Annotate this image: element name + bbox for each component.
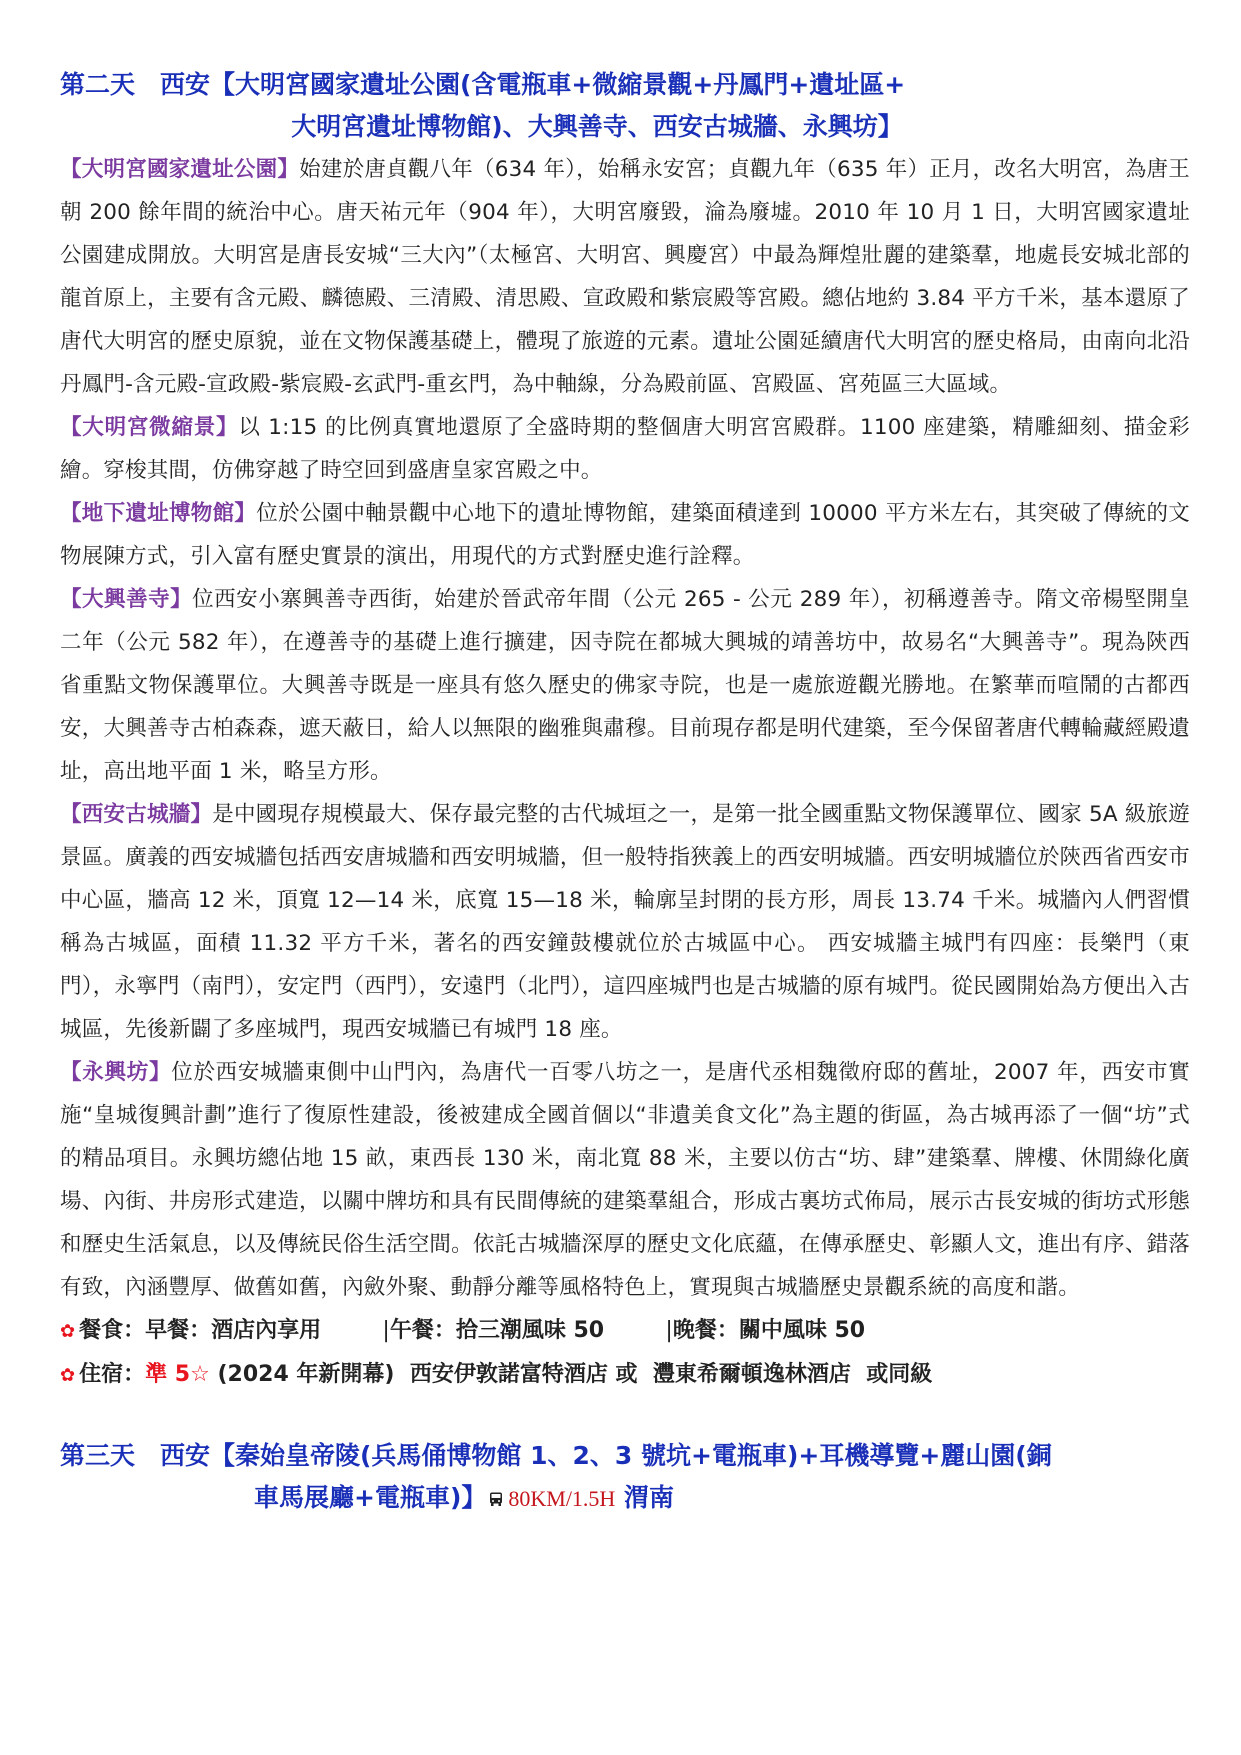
day2-title-line1: 第二天 西安【大明宮國家遺址公園(含電瓶車+微縮景觀+丹鳳門+遺址區+ bbox=[60, 70, 906, 99]
section-daming-palace bbox=[60, 148, 1190, 406]
section-museum bbox=[60, 492, 1190, 578]
meal-breakfast: 早餐：酒店內享用 bbox=[145, 1318, 322, 1343]
meal-lunch: 午餐：拾三潮風味 50 bbox=[389, 1318, 605, 1343]
section-text: 位於公園中軸景觀中心地下的遺址博物館，建築面積達到 10000 平方米左右，其突破了傳統的文物展陳方式，引入富有歷史實景的演出，用現代的方式對歷史進行詮釋。 bbox=[60, 501, 1190, 569]
section-text: 以 1:15 的比例真實地還原了全盛時期的整個唐大明宮宮殿群。1100 座建築，精雕細刻、描金彩繪。穿梭其間，仿佛穿越了時空回到盛唐皇家宮殿之中。 bbox=[60, 415, 1190, 483]
travel-distance: 80KM/1.5H bbox=[508, 1486, 616, 1511]
bus-icon bbox=[488, 1491, 504, 1507]
section-text: 位西安小寨興善寺西街，始建於晉武帝年間（公元 265 - 公元 289 年），初稱遵善寺。隋文帝楊堅開皇二年（公元 582 年），在遵善寺的基礎上進行擴建，因寺院在都城大興城的靖善坊中，故易名“大興善寺”。現為陝西省重點文物保護單位。大興善寺既是一座具有悠久歷史的佛家寺院，也是一處旅遊觀光勝地。在繁華而喧鬧的古都西安，大興善寺古柏森森，遮天蔽日，給人以無限的幽雅與肅穆。目前現存都是明代建築，至今保留著唐代轉輪藏經殿遺址，高出地平面 1 米，略呈方形。 bbox=[60, 587, 1190, 784]
hotel-name-2: 灃東希爾頓逸林酒店 bbox=[652, 1362, 851, 1387]
itinerary-page bbox=[60, 64, 1190, 1520]
section-text: 是中國現存規模最大、保存最完整的古代城垣之一，是第一批全國重點文物保護單位、國家 5A 級旅遊景區。廣義的西安城牆包括西安唐城牆和西安明城牆，但一般特指狹義上的西安明城牆。西安明城牆位於陝西省西安市中心區，牆高 12 米，頂寬 12—14 米，底寬 15—18 米，輪廓呈封閉的長方形，周長 13.74 千米。城牆內人們習慣稱為古城區，面積 11.32 平方千米，著名的西安鐘鼓樓就位於古城區中心。 西安城牆主城門有四座：長樂門（東門），永寧門（南門），安定門（西門），安遠門（北門），這四座城門也是古城牆的原有城門。從民國開始為方便出入古城區，先後新闢了多座城門，現西安城牆已有城門 18 座。 bbox=[60, 802, 1190, 1042]
day3-title-line2 bbox=[60, 1477, 1190, 1520]
section-city-wall bbox=[60, 793, 1190, 1051]
section-heading: 【西安古城牆】 bbox=[60, 802, 213, 827]
day2-title bbox=[60, 64, 1190, 148]
hotel-or-same-grade: 或同級 bbox=[866, 1362, 933, 1387]
hotel-note: (2024 年新開幕) bbox=[217, 1362, 395, 1387]
day3-title bbox=[60, 1435, 1190, 1520]
hotel-name-1: 西安伊敦諾富特酒店 bbox=[409, 1362, 608, 1387]
meal-separator: | bbox=[665, 1318, 673, 1343]
section-heading: 【地下遺址博物館】 bbox=[60, 501, 257, 526]
hotel-rating: 準 5 bbox=[145, 1362, 191, 1387]
meals-line bbox=[60, 1309, 1190, 1353]
hotel-line bbox=[60, 1353, 1190, 1397]
flower-icon: ✿ bbox=[60, 1321, 76, 1342]
day3-title-line1: 第三天 西安【秦始皇帝陵(兵馬俑博物館 1、2、3 號坑+電瓶車)+耳機導覽+麗山園(銅 bbox=[60, 1441, 1052, 1470]
meal-separator: | bbox=[382, 1318, 390, 1343]
section-text: 位於西安城牆東側中山門內，為唐代一百零八坊之一，是唐代丞相魏徵府邸的舊址，2007 年，西安市實施“皇城復興計劃”進行了復原性建設，後被建成全國首個以“非遺美食文化”為主題的街區，為古城再添了一個“坊”式的精品項目。永興坊總佔地 15 畝，東西長 130 米，南北寬 88 米，主要以仿古“坊、肆”建築羣、牌樓、休閒綠化廣場、內街、井房形式建造，以關中牌坊和具有民間傳統的建築羣組合，形成古裏坊式佈局，展示古長安城的街坊式形態和歷史生活氣息，以及傳統民俗生活空間。依託古城牆深厚的歷史文化底蘊，在傳承歷史、彰顯人文，進出有序、錯落有致，內涵豐厚、做舊如舊，內斂外聚、動靜分離等風格特色上，實現與古城牆歷史景觀系統的高度和諧。 bbox=[60, 1060, 1190, 1300]
section-text: 始建於唐貞觀八年（634 年），始稱永安宮；貞觀九年（635 年）正月，改名大明宮，為唐王朝 200 餘年間的統治中心。唐天祐元年（904 年），大明宮廢毀，淪為廢墟。2010 年 10 月 1 日，大明宮國家遺址公園建成開放。大明宮是唐長安城“三大內”（太極宮、大明宮、興慶宮）中最為輝煌壯麗的建築羣，地處長安城北部的龍首原上，主要有含元殿、麟德殿、三清殿、清思殿、宣政殿和紫宸殿等宮殿。總佔地約 3.84 平方千米，基本還原了唐代大明宮的歷史原貌，並在文物保護基礎上，體現了旅遊的元素。遺址公園延續唐代大明宮的歷史格局，由南向北沿丹鳳門-含元殿-宣政殿-紫宸殿-玄武門-重玄門，為中軸線，分為殿前區、宮殿區、宮苑區三大區域。 bbox=[60, 157, 1190, 397]
section-heading: 【永興坊】 bbox=[60, 1060, 172, 1085]
section-daxingshan-temple bbox=[60, 578, 1190, 793]
day3-title-line2-text: 車馬展廳+電瓶車)】 bbox=[254, 1483, 487, 1512]
section-miniature bbox=[60, 406, 1190, 492]
day2-title-line2: 大明宮遺址博物館)、大興善寺、西安古城牆、永興坊】 bbox=[291, 112, 903, 141]
day3-destination: 渭南 bbox=[624, 1483, 675, 1512]
hotel-or: 或 bbox=[615, 1362, 638, 1387]
star-icon: ☆ bbox=[190, 1362, 210, 1387]
section-yongxingfang bbox=[60, 1051, 1190, 1309]
section-heading: 【大明宮微縮景】 bbox=[60, 415, 239, 440]
flower-icon: ✿ bbox=[60, 1365, 76, 1386]
meal-dinner: 晚餐：關中風味 50 bbox=[672, 1318, 866, 1343]
section-heading: 【大興善寺】 bbox=[60, 587, 193, 612]
section-heading: 【大明宮國家遺址公園】 bbox=[60, 157, 300, 182]
meals-label: 餐食： bbox=[79, 1318, 146, 1343]
hotel-label: 住宿： bbox=[79, 1362, 146, 1387]
